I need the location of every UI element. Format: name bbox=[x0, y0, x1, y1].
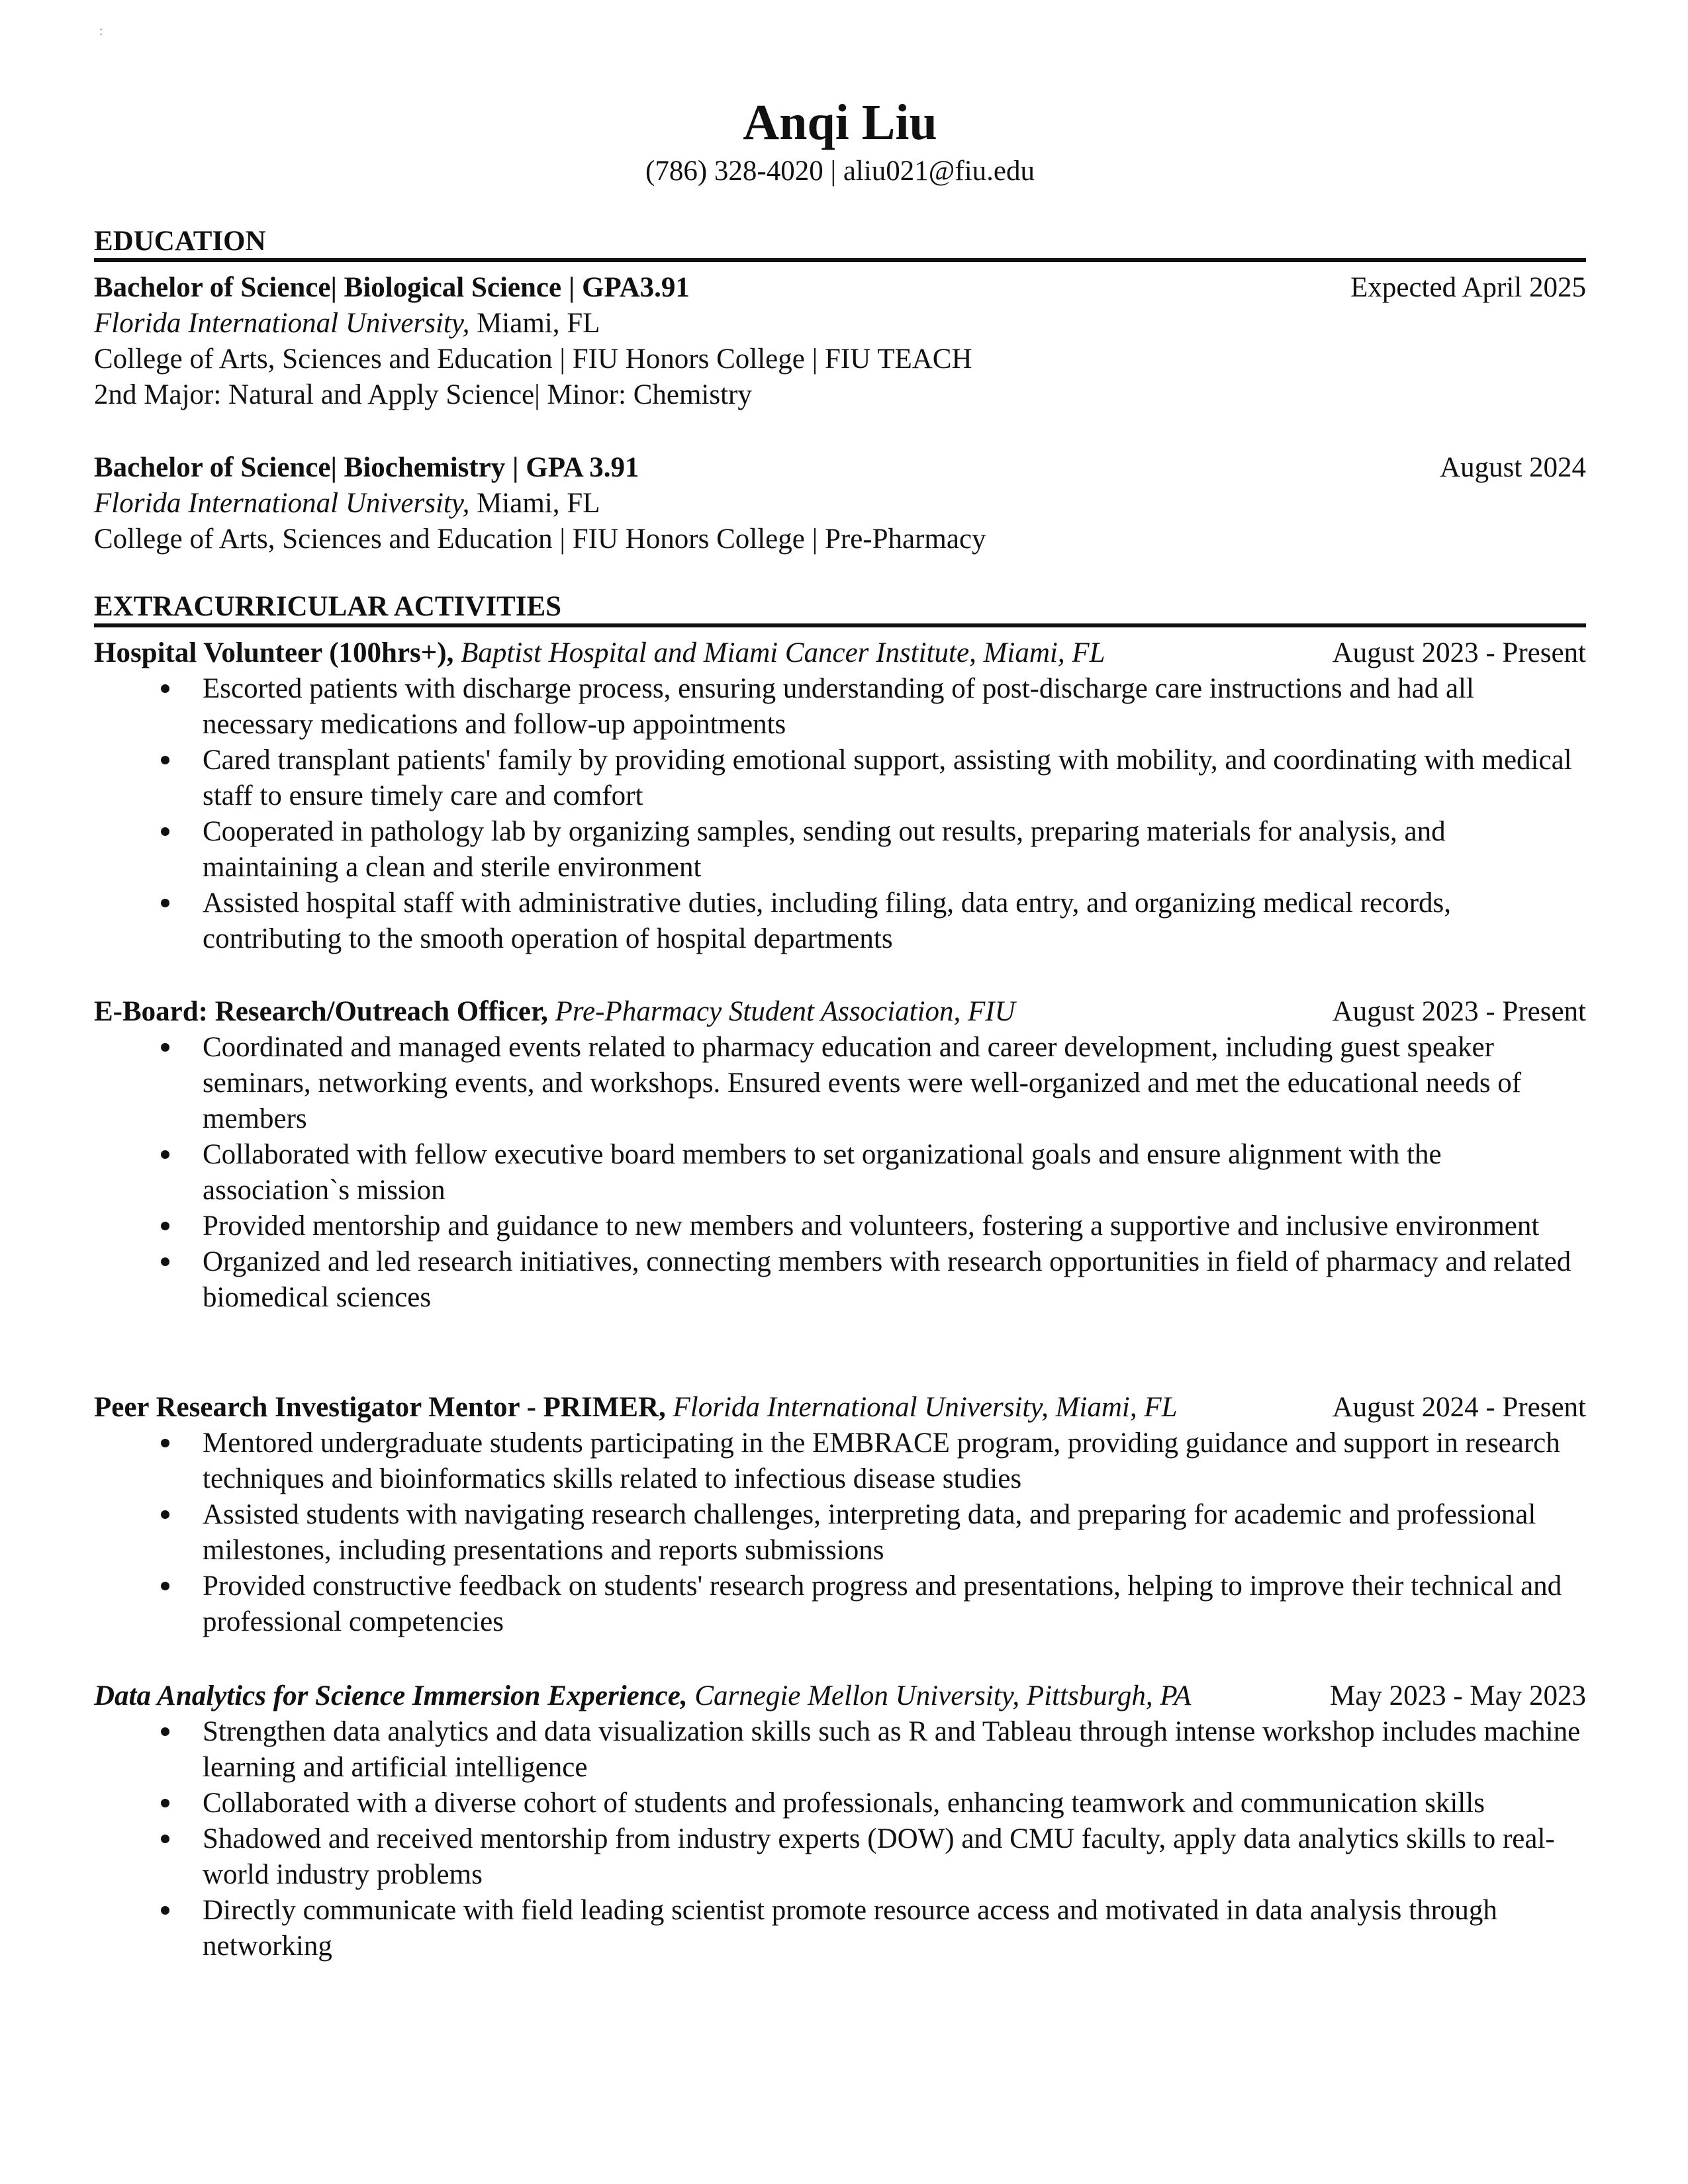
school-name: Florida International University, bbox=[94, 488, 470, 519]
activity-org: Baptist Hospital and Miami Cancer Institute, Miami, FL bbox=[453, 637, 1105, 668]
bullet-text: Directly communicate with field leading scientist promote resource access and motivated in data analysis through networking bbox=[203, 1895, 1497, 1962]
bullet-item bbox=[94, 1208, 1586, 1244]
bullet-text: Shadowed and received mentorship from industry experts (DOW) and CMU faculty, apply data analytics skills to real-world industry problems bbox=[203, 1823, 1555, 1890]
scan-speck: : bbox=[99, 24, 103, 38]
major-minor-line: 2nd Major: Natural and Apply Science| Minor: Chemistry bbox=[94, 379, 752, 410]
activity-date: August 2023 - Present bbox=[1332, 637, 1586, 668]
activity-org: Pre-Pharmacy Student Association, FIU bbox=[547, 996, 1015, 1027]
bullet-item bbox=[94, 743, 1586, 814]
bullet-text: Collaborated with a diverse cohort of students and professionals, enhancing teamwork and communication skills bbox=[203, 1788, 1485, 1819]
bullet-dot-icon bbox=[161, 1510, 169, 1519]
bullet-dot-icon bbox=[161, 684, 169, 693]
bullet-dot-icon bbox=[161, 899, 169, 907]
bullet-text: Cooperated in pathology lab by organizing samples, sending out results, preparing materials for analysis, and maintaining a clean and sterile environment bbox=[203, 816, 1446, 883]
bullet-item bbox=[94, 886, 1586, 957]
activity-org: Florida International University, Miami, FL bbox=[665, 1392, 1178, 1423]
bullet-item bbox=[94, 1426, 1586, 1497]
bullet-item bbox=[94, 671, 1586, 743]
activity-entry bbox=[94, 994, 1586, 1316]
activity-entry bbox=[94, 1390, 1586, 1640]
bullet-dot-icon bbox=[161, 756, 169, 764]
activity-date: May 2023 - May 2023 bbox=[1330, 1680, 1586, 1711]
bullet-text: Escorted patients with discharge process, ensuring understanding of post-discharge care instructions and had all necessary medications and follow-up appointments bbox=[203, 673, 1474, 740]
bullet-item bbox=[94, 1137, 1586, 1208]
college-line: College of Arts, Sciences and Education | FIU Honors College | Pre-Pharmacy bbox=[94, 523, 986, 555]
bullet-item bbox=[94, 1030, 1586, 1137]
activity-bullets bbox=[94, 1030, 1586, 1316]
bullet-dot-icon bbox=[161, 1257, 169, 1266]
education-entry bbox=[94, 270, 1586, 413]
activities-section bbox=[94, 590, 1586, 627]
degree-date: Expected April 2025 bbox=[1350, 272, 1586, 303]
activity-bullets bbox=[94, 1714, 1586, 1964]
bullet-dot-icon bbox=[161, 1582, 169, 1590]
activity-role: Data Analytics for Science Immersion Experience, bbox=[94, 1680, 688, 1711]
college-line: College of Arts, Sciences and Education | FIU Honors College | FIU TEACH bbox=[94, 343, 972, 375]
bullet-dot-icon bbox=[161, 1222, 169, 1230]
bullet-dot-icon bbox=[161, 827, 169, 836]
bullet-text: Mentored undergraduate students participating in the EMBRACE program, providing guidance and support in research techniques and bioinformatics skills related to infectious disease studies bbox=[203, 1428, 1560, 1494]
bullet-item bbox=[94, 1497, 1586, 1569]
activity-role: Peer Research Investigator Mentor - PRIMER, bbox=[94, 1392, 666, 1423]
bullet-item bbox=[94, 1569, 1586, 1640]
bullet-dot-icon bbox=[161, 1727, 169, 1736]
education-heading: EDUCATION bbox=[94, 225, 1586, 262]
activity-entry bbox=[94, 1678, 1586, 1964]
bullet-item bbox=[94, 814, 1586, 886]
activities-heading: EXTRACURRICULAR ACTIVITIES bbox=[94, 590, 1586, 627]
activity-date: August 2023 - Present bbox=[1332, 996, 1586, 1027]
bullet-text: Provided mentorship and guidance to new members and volunteers, fostering a supportive and inclusive environment bbox=[203, 1210, 1540, 1242]
activity-role: Hospital Volunteer (100hrs+), bbox=[94, 637, 454, 668]
bullet-item bbox=[94, 1786, 1586, 1821]
bullet-item bbox=[94, 1714, 1586, 1786]
bullet-item bbox=[94, 1821, 1586, 1893]
bullet-text: Collaborated with fellow executive board members to set organizational goals and ensure alignment with the association`s mission bbox=[203, 1139, 1442, 1206]
activity-entry bbox=[94, 635, 1586, 957]
activity-date: August 2024 - Present bbox=[1332, 1392, 1586, 1423]
school-location: Miami, FL bbox=[469, 488, 600, 519]
education-entry bbox=[94, 450, 1586, 557]
bullet-text: Assisted hospital staff with administrative duties, including filing, data entry, and organizing medical records, contributing to the smooth operation of hospital departments bbox=[203, 887, 1452, 954]
education-section bbox=[94, 225, 1586, 262]
bullet-dot-icon bbox=[161, 1835, 169, 1843]
contact-line: (786) 328-4020 | aliu021@fiu.edu bbox=[645, 156, 1035, 187]
bullet-dot-icon bbox=[161, 1043, 169, 1052]
bullet-text: Strengthen data analytics and data visualization skills such as R and Tableau through intense workshop includes machine learning and artificial intelligence bbox=[203, 1716, 1581, 1783]
activity-org: Carnegie Mellon University, Pittsburgh, PA bbox=[687, 1680, 1192, 1711]
degree-date: August 2024 bbox=[1440, 452, 1586, 483]
degree-title: Bachelor of Science| Biological Science | GPA3.91 bbox=[94, 272, 690, 303]
candidate-name: Anqi Liu bbox=[743, 95, 937, 150]
bullet-dot-icon bbox=[161, 1439, 169, 1447]
bullet-text: Coordinated and managed events related to pharmacy education and career development, including guest speaker seminars, networking events, and workshops. Ensured events were well-organized and met the educational needs of members bbox=[203, 1032, 1522, 1134]
bullet-text: Assisted students with navigating research challenges, interpreting data, and preparing for academic and professional milestones, including presentations and reports submissions bbox=[203, 1499, 1536, 1566]
degree-title: Bachelor of Science| Biochemistry | GPA 3.91 bbox=[94, 452, 639, 483]
bullet-text: Cared transplant patients' family by providing emotional support, assisting with mobility, and coordinating with medical staff to ensure timely care and comfort bbox=[203, 745, 1572, 811]
bullet-item bbox=[94, 1893, 1586, 1964]
bullet-text: Provided constructive feedback on students' research progress and presentations, helping to improve their technical and professional competencies bbox=[203, 1570, 1562, 1637]
bullet-item bbox=[94, 1244, 1586, 1316]
bullet-dot-icon bbox=[161, 1906, 169, 1915]
activity-bullets bbox=[94, 671, 1586, 957]
bullet-text: Organized and led research initiatives, connecting members with research opportunities in field of pharmacy and related biomedical sciences bbox=[203, 1246, 1571, 1313]
activity-bullets bbox=[94, 1426, 1586, 1640]
bullet-dot-icon bbox=[161, 1150, 169, 1159]
activity-role: E-Board: Research/Outreach Officer, bbox=[94, 996, 548, 1027]
school-name: Florida International University, bbox=[94, 308, 470, 339]
school-location: Miami, FL bbox=[469, 308, 600, 339]
bullet-dot-icon bbox=[161, 1799, 169, 1807]
